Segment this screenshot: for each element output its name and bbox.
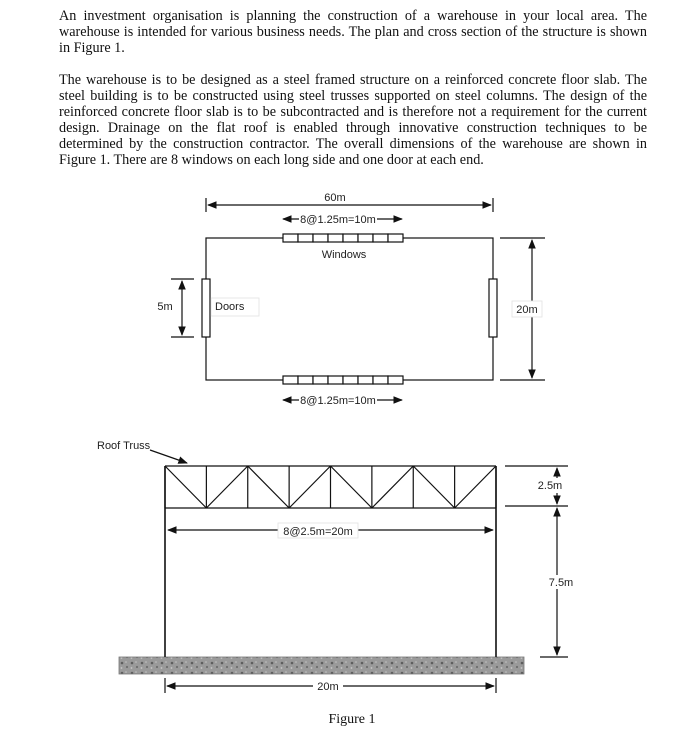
top-window-strip: [283, 234, 403, 242]
window-pane: [388, 376, 403, 384]
section-labels: [97, 440, 576, 693]
figure-caption: Figure 1: [328, 712, 376, 727]
bottom-window-strip: [283, 376, 403, 384]
window-pane: [298, 234, 313, 242]
window-pane: [343, 376, 358, 384]
window-pane: [283, 234, 298, 242]
intro-paragraph: An investment organisation is planning the construction of a warehouse in your local area. The warehouse is intended for various business needs. The plan and cross section of the structure is shown in Figure 1.: [59, 8, 647, 57]
roof-truss-label: Roof Truss: [97, 440, 151, 452]
window-pane: [358, 234, 373, 242]
bottom-windows-label: 8@1.25m=10m: [300, 395, 376, 407]
window-pane: [298, 376, 313, 384]
truss-diagonal: [165, 466, 206, 508]
column-height-label: 7.5m: [548, 577, 574, 589]
door-width-label: 5m: [157, 301, 173, 313]
window-pane: [388, 234, 403, 242]
truss-depth-label: 2.5m: [537, 480, 563, 492]
window-pane: [283, 376, 298, 384]
plan-length-label: 60m: [324, 192, 346, 204]
right-door: [489, 279, 497, 337]
truss-diagonal: [331, 466, 372, 508]
truss-diagonal: [248, 466, 289, 508]
ground-slab: [119, 657, 524, 674]
truss-web-members: [165, 466, 496, 508]
window-pane: [343, 234, 358, 242]
truss-diagonal: [413, 466, 454, 508]
window-pane: [373, 234, 388, 242]
doors-label: Doors: [215, 301, 245, 313]
left-door: [202, 279, 210, 337]
window-pane: [313, 234, 328, 242]
window-pane: [373, 376, 388, 384]
plan-labels: [157, 190, 542, 407]
design-paragraph: The warehouse is to be designed as a steel framed structure on a reinforced concrete floor slab. The steel building is to be constructed using steel trusses supported on steel columns. The design of the reinforced concrete floor slab is to be subcontracted and is therefore not a requirement for the current design. Drainage on the flat roof is enabled through innovative construction techniques to be determined by the construction contractor. The overall dimensions of the warehouse are shown in Figure 1. There are 8 windows on each long side and one door at each end.: [59, 72, 647, 169]
roof-truss-arrow: [150, 450, 187, 463]
panel-label: 8@2.5m=20m: [283, 526, 353, 538]
window-pane: [328, 376, 343, 384]
windows-label: Windows: [321, 249, 367, 261]
truss-diagonal: [455, 466, 496, 508]
truss-diagonal: [289, 466, 330, 508]
truss-diagonal: [372, 466, 413, 508]
truss-diagonal: [206, 466, 247, 508]
cross-section: [119, 450, 568, 693]
top-windows-label: 8@1.25m=10m: [300, 214, 376, 226]
window-pane: [328, 234, 343, 242]
span-label: 20m: [317, 681, 339, 693]
window-pane: [313, 376, 328, 384]
plan-width-label: 20m: [516, 304, 538, 316]
window-pane: [358, 376, 373, 384]
